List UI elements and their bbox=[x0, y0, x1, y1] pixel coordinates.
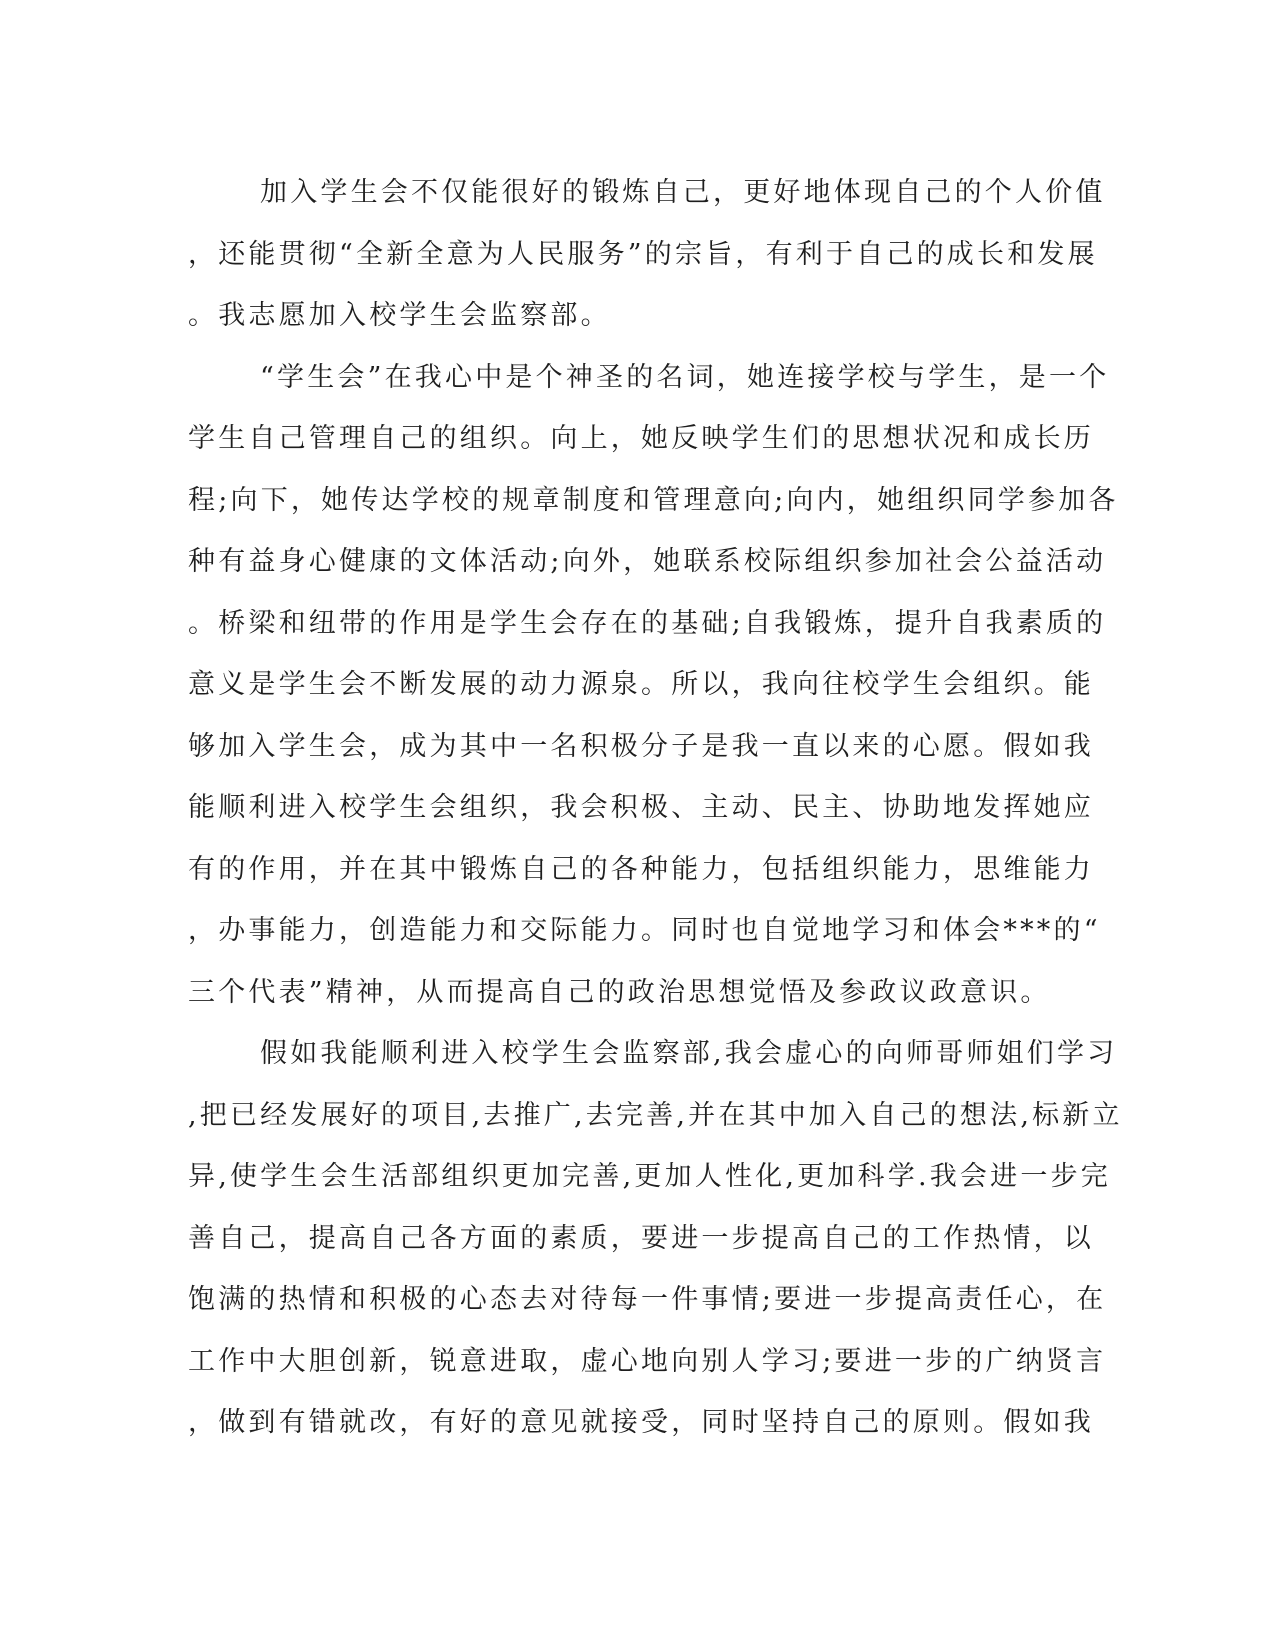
paragraph-3 bbox=[188, 1023, 1123, 1454]
text-line: ，办事能力，创造能力和交际能力。同时也自觉地学习和体会***的“ bbox=[188, 915, 1101, 946]
text-line: ，做到有错就改，有好的意见就接受，同时坚持自己的原则。假如我 bbox=[188, 1407, 1094, 1438]
text-line: 够加入学生会，成为其中一名积极分子是我一直以来的心愿。假如我 bbox=[188, 730, 1094, 762]
text-line: 意义是学生会不断发展的动力源泉。所以，我向往校学生会组织。能 bbox=[188, 669, 1094, 700]
text-line: 假如我能顺利进入校学生会监察部,我会虚心的向师哥师姐们学习 bbox=[260, 1038, 1118, 1069]
text-line: 饱满的热情和积极的心态去对待每一件事情;要进一步提高责任心，在 bbox=[188, 1284, 1107, 1315]
text-line: ，还能贯彻“全新全意为人民服务”的宗旨，有利于自己的成长和发展 bbox=[188, 238, 1098, 270]
paragraph-1 bbox=[188, 162, 1106, 347]
text-line: 工作中大胆创新，锐意进取，虚心地向别人学习;要进一步的广纳贤言 bbox=[188, 1345, 1107, 1377]
text-line: 有的作用，并在其中锻炼自己的各种能力，包括组织能力，思维能力 bbox=[188, 853, 1094, 885]
text-line: 。桥梁和纽带的作用是学生会存在的基础;自我锻炼，提升自我素质的 bbox=[188, 607, 1107, 639]
text-line: 加入学生会不仅能很好的锻炼自己，更好地体现自己的个人价值 bbox=[260, 177, 1106, 208]
text-line: 学生自己管理自己的组织。向上，她反映学生们的思想状况和成长历 bbox=[188, 423, 1094, 454]
paragraph-2 bbox=[188, 347, 1119, 1024]
text-line: “学生会”在我心中是个神圣的名词，她连接学校与学生，是一个 bbox=[260, 361, 1110, 393]
text-line: 种有益身心健康的文体活动;向外，她联系校际组织参加社会公益活动 bbox=[188, 546, 1107, 577]
text-line: ,把已经发展好的项目,去推广,去完善,并在其中加入自己的想法,标新立 bbox=[188, 1099, 1123, 1131]
text-line: 程;向下，她传达学校的规章制度和管理意向;向内，她组织同学参加各 bbox=[188, 484, 1119, 516]
document-body bbox=[188, 162, 1123, 1454]
text-line: 。我志愿加入校学生会监察部。 bbox=[188, 300, 611, 331]
text-line: 善自己，提高自己各方面的素质，要进一步提高自己的工作热情，以 bbox=[188, 1222, 1094, 1254]
text-line: 三个代表”精神，从而提高自己的政治思想觉悟及参政议政意识。 bbox=[188, 976, 1051, 1008]
text-line: 能顺利进入校学生会组织，我会积极、主动、民主、协助地发挥她应 bbox=[188, 792, 1094, 823]
text-line: 异,使学生会生活部组织更加完善,更加人性化,更加科学.我会进一步完 bbox=[188, 1161, 1111, 1192]
